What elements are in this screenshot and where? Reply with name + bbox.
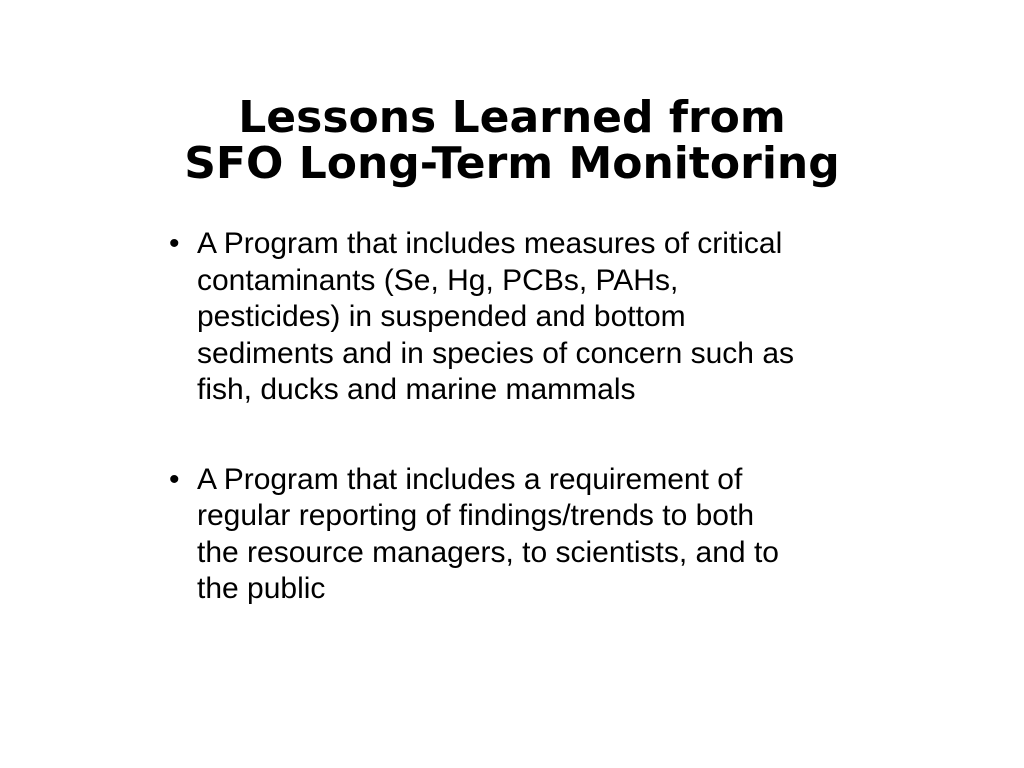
bullet-2-line-2: regular reporting of findings/trends to both xyxy=(197,499,755,532)
bullet-1-line-2: contaminants (Se, Hg, PCBs, PAHs, xyxy=(197,263,679,297)
bullet-1-line-3: pesticides) in suspended and bottom xyxy=(197,300,686,333)
bullet-1-line-1: A Program that includes measures of critical xyxy=(197,227,783,260)
title-line-2: SFO Long-Term Monitoring xyxy=(184,138,840,190)
slide-title xyxy=(0,92,1024,190)
bullet-dot-icon: • xyxy=(169,462,180,496)
title-line-1: Lessons Learned from xyxy=(238,92,786,144)
bullet-list xyxy=(163,226,893,661)
bullet-dot-icon: • xyxy=(169,227,180,260)
bullet-item-1 xyxy=(163,226,893,409)
bullet-item-2 xyxy=(163,462,893,608)
bullet-1-line-4: sediments and in species of concern such as xyxy=(197,336,794,370)
bullet-2-line-4: the public xyxy=(197,572,326,605)
bullet-2-line-1: A Program that includes a requirement of xyxy=(197,462,743,496)
bullet-1-line-5: fish, ducks and marine mammals xyxy=(197,373,636,406)
bullet-2-line-3: the resource managers, to scientists, and to xyxy=(197,535,779,569)
